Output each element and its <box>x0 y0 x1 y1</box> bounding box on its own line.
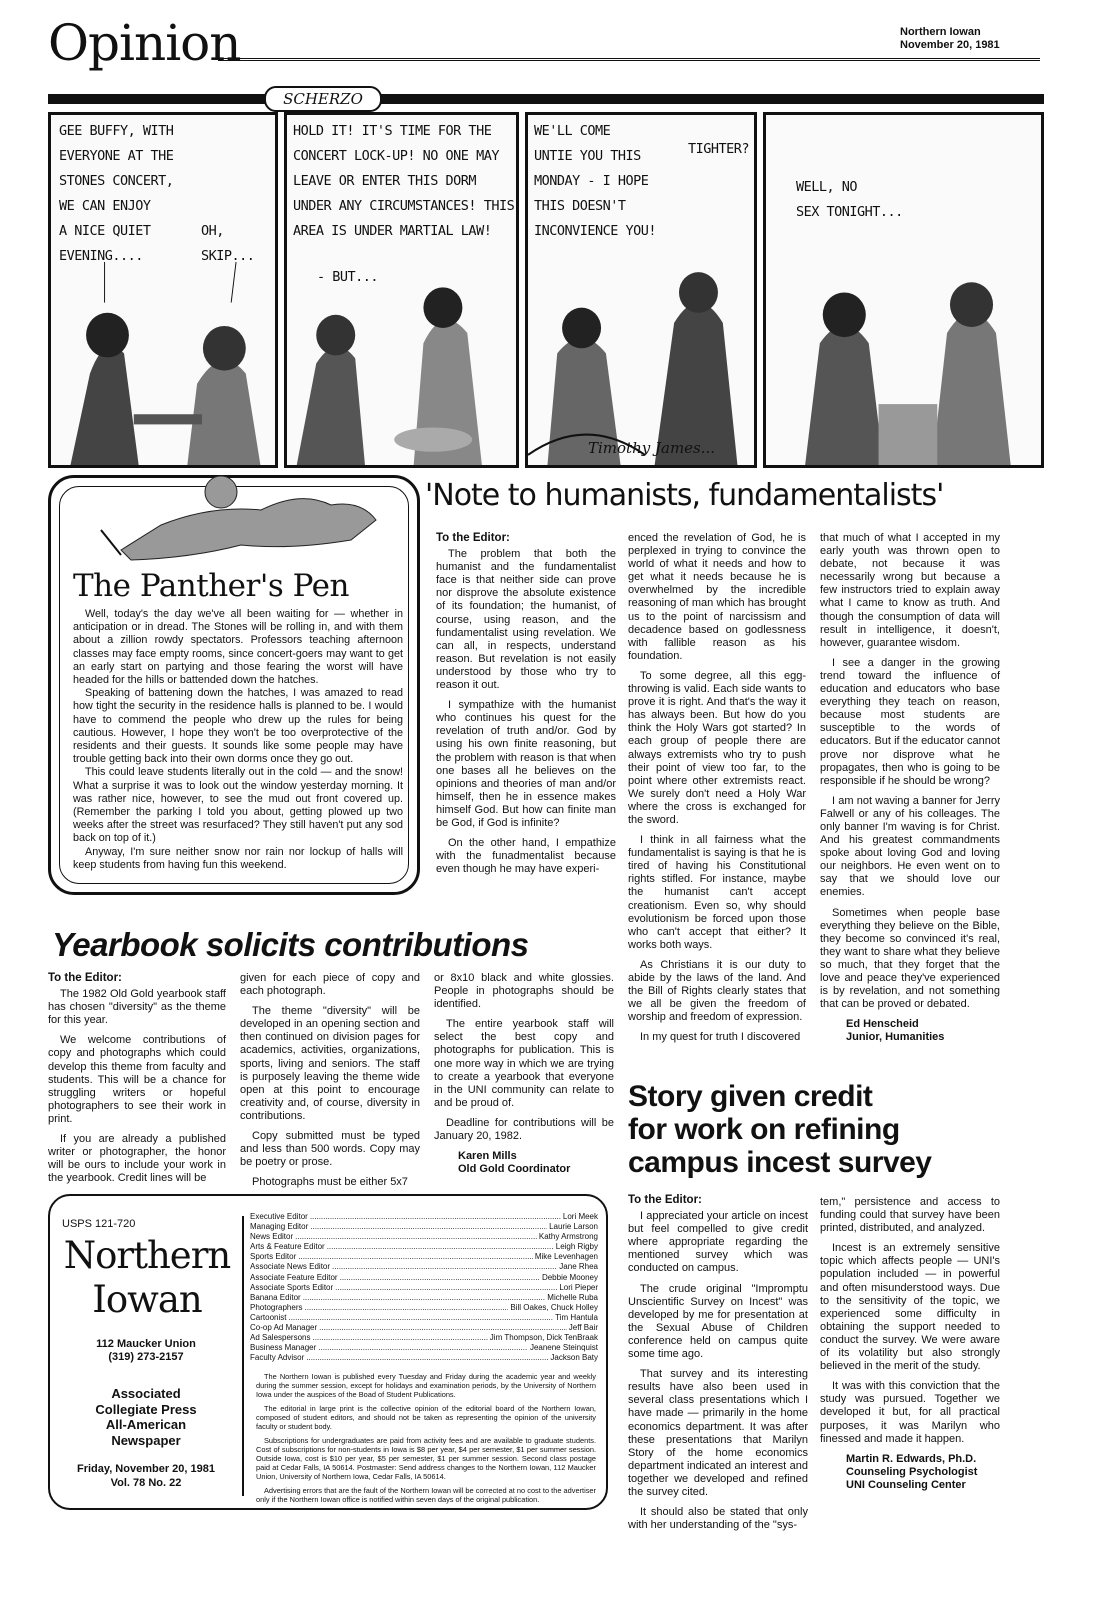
masthead-name-line: Northern <box>63 1234 231 1277</box>
humanists-headline: 'Note to humanists, fundamentalists' <box>425 478 944 513</box>
paragraph: Sometimes when people base everything they believe on the Bible, they become so convinced it's real, they want to share what they believe so much, that they forget that the love and peace they've experienced is by revelation, and not something that can be proved or debated. <box>820 906 1000 1011</box>
staff-role: Faculty Advisor <box>250 1353 305 1363</box>
panther-icon <box>91 470 391 565</box>
panel-2-reply: - BUT... <box>317 269 379 285</box>
paragraph: I see a danger in the growing trend toward the influence of education and educators who base everything they teach on reason, because most students are susceptible to the words of educators. But if the educator cannot prove nor disprove what he propagates, then who is going to be responsible if he should be wrong? <box>820 656 1000 787</box>
panel-4-speech: WELL, NO SEX TONIGHT... <box>796 179 903 220</box>
staff-role: Executive Editor <box>250 1212 308 1221</box>
paragraph: The editorial in large print is the collective opinion of the editorial board of the Northern Iowan, composed of student editors, and should not be taken as representing the opinion of the university faculty or student body. <box>256 1404 596 1431</box>
masthead-divider <box>242 1216 244 1496</box>
humanists-col-2 <box>628 532 806 1051</box>
to-editor-label: To the Editor: <box>628 1194 702 1206</box>
staff-name: Jim Thompson, Dick TenBraak <box>489 1333 598 1343</box>
paragraph: This could leave students literally out in the cold — and the snow! What a surprise it was to look out the window yesterday morning. It was rather nice, however, to see the mud out front covered up. (Remember the parking I told you about, getting plowed up two weeks after the street was resurfaced? They still haven't put any sod back on top of it.) <box>73 766 403 845</box>
staff-row <box>250 1252 598 1262</box>
yearbook-headline: Yearbook solicits contributions <box>52 926 529 963</box>
staff-role: Business Manager <box>250 1343 317 1353</box>
paragraph: To some degree, all this egg-throwing is valid. Each side wants to prove it is right. And that's the way it has always been. But how do you think the Holy Wars got started? In each group of people there are always extremists who try to push their point of view too far, to the point where other extremists react. We surely don't need a Holy War where the cross is exchanged for the sword. <box>628 669 806 826</box>
headline-line: campus incest survey <box>628 1146 932 1179</box>
panel-2-drawing <box>287 262 516 465</box>
signature <box>846 1453 1000 1492</box>
signature <box>458 1150 614 1176</box>
signer-org: UNI Counseling Center <box>846 1478 966 1491</box>
staff-role: Ad Salespersons <box>250 1333 311 1343</box>
section-title: Opinion <box>48 14 241 72</box>
headline-line: Story given credit <box>628 1080 873 1113</box>
paragraph: Copy submitted must be typed and less than 500 words. Copy may be poetry or prose. <box>240 1130 420 1169</box>
signer-title: Junior, Humanities <box>846 1031 945 1044</box>
staff-role: Cartoonist <box>250 1312 287 1322</box>
panthers-pen-box <box>48 475 420 895</box>
masthead-logo <box>62 1234 232 1322</box>
paragraph: I appreciated your article on incest but feel compelled to give credit where appropriate regarding the mentioned survey which was conducted on campus. <box>628 1210 808 1275</box>
staff-role: News Editor <box>250 1232 294 1242</box>
staff-role: Sports Editor <box>250 1252 297 1262</box>
paragraph: The entire yearbook staff will select the best copy and photographs for publication. This is one more way in which we are trying to create a yearbook that everyone in the UNI community can relate to and be proud of. <box>434 1018 614 1109</box>
issue-date: November 20, 1981 <box>900 39 1000 51</box>
comic-panel-1 <box>48 112 278 468</box>
paragraph: It should also be stated that only with her understanding of the "sys- <box>628 1506 808 1532</box>
paragraph: As Christians it is our duty to abide by the laws of the land. And the Bill of Rights clearly states that we all be given the freedom of worship and freedom of expression. <box>628 958 806 1024</box>
paragraph: The Northern Iowan is published every Tuesday and Friday during the academic year and weekly during the summer session, except for holidays and examination periods, by the University of Northern Iowa under the auspices of the Boad of Student Publications. <box>256 1372 596 1399</box>
paragraph: Incest is an extremely sensitive topic which affects people — UNI's population included — in powerful and often misunderstood ways. Due to the sensitivity of the topic, we experienced some difficulty in obtaining the support needed to conduct the survey. We were aware of its volatility but also strongly believed in the merit of the study. <box>820 1242 1000 1373</box>
paragraph: Advertising errors that are the fault of the Northern Iowan will be corrected at no cost to the advertiser only if the Northern Iowan office is notified within seven days of the original publication. <box>256 1486 596 1504</box>
masthead-box <box>48 1194 608 1510</box>
staff-row <box>250 1313 598 1323</box>
panel-1-reply: OH, SKIP... <box>201 223 255 264</box>
masthead-name-line: Iowan <box>92 1278 202 1321</box>
masthead-address <box>70 1338 222 1364</box>
dateline <box>900 26 1000 52</box>
staff-row <box>250 1343 598 1353</box>
paragraph: enced the revelation of God, he is perplexed in trying to convince the world of what it needs and how to get what it needs because he is overwhelmed by the incredible reasoning of man which has brought us to the point of narcissism and decadence based on godlessness with fallible reason as his foundation. <box>628 532 806 662</box>
staff-list <box>250 1212 598 1363</box>
yearbook-col-3 <box>434 972 614 1176</box>
story-headline <box>628 1080 932 1179</box>
staff-name: Laurie Larson <box>549 1222 598 1232</box>
paragraph: It was with this conviction that the study was pursued. Together we developed it but, for all practical purposes, it was Marilyn who finessed and made it happen. <box>820 1380 1000 1445</box>
staff-name: Jeff Bair <box>568 1323 598 1333</box>
publication-notice <box>256 1372 596 1509</box>
paragraph: I think in all fairness what the fundamentalist is saying is that he is tired of having his Constitutional rights stifled. For instance, maybe the humanist can't accept creationism. Even so, why should evolutionism be forced upon those who can't accept that either? It works both ways. <box>628 834 806 951</box>
paragraph: I sympathize with the humanist who continues his quest for the revelation of truth and/or. God by using his own finite reasoning, but the problem with reason is that when one bases all he believes on the opinions and theories of man and/or himself, then he in essence makes himself God. But how can finite man be God, if God is infinite? <box>436 699 616 829</box>
staff-row <box>250 1242 598 1252</box>
paper-name: Northern Iowan <box>900 26 981 38</box>
address: 112 Maucker Union <box>96 1338 196 1350</box>
staff-role: Banana Editor <box>250 1292 301 1302</box>
paragraph: On the other hand, I empathize with the funadmentalist because even though he may have experi- <box>436 837 616 876</box>
comic-panel-4 <box>763 112 1044 468</box>
award-line: Newspaper <box>111 1432 181 1448</box>
comic-panel-3 <box>525 112 757 468</box>
yearbook-col-1 <box>48 972 226 1192</box>
paragraph: If you are already a published writer or photographer, the honor will be ours to include your work in the yearbook. Credit lines will be <box>48 1133 226 1185</box>
panel-3-reply: TIGHTER? <box>688 141 750 157</box>
paragraph: or 8x10 black and white glossies. People in photographs should be identified. <box>434 972 614 1011</box>
staff-role: Associate News Editor <box>250 1262 331 1272</box>
staff-role: Arts & Feature Editor <box>250 1242 325 1252</box>
award-line: Collegiate Press <box>95 1401 197 1417</box>
staff-role: Co-op Ad Manager <box>250 1323 318 1333</box>
staff-name: Jeanene Steinquist <box>529 1343 598 1353</box>
paragraph: The theme "diversity" will be developed in an opening section and then continued on division pages for academics, activities, organizations, sports, living and seniors. The staff is purposely leaving the theme wide open at this point to encourage creativity and, of course, diversity in contributions. <box>240 1005 420 1122</box>
paragraph: Photographs must be either 5x7 <box>252 1176 408 1189</box>
volume: Vol. 78 No. 22 <box>110 1477 182 1489</box>
headline-line: for work on refining <box>628 1113 900 1146</box>
staff-name: Jackson Baty <box>550 1353 598 1363</box>
paragraph: Anyway, I'm sure neither snow nor rain nor lockup of halls will keep students from having fun this weekend. <box>73 845 403 871</box>
paragraph: I am not waving a banner for Jerry Falwell or any of his colleages. The only banner I'm waving is for Christ. And his greatest commandments spoke about loving God and loving our neighbors. He even went on to say that we should love our enemies. <box>820 794 1000 899</box>
staff-name: Tim Hantula <box>555 1312 598 1322</box>
paragraph: That survey and its interesting results have also been used in several class presentations which I have made — primarily in the home economics department. It was after these presentations that Marilyn Story of the home economics department indicated an interest and together we developed and refined the survey cited. <box>628 1368 808 1498</box>
panel-1-drawing <box>51 262 275 465</box>
staff-name: Michelle Ruba <box>547 1292 598 1302</box>
usps-number: USPS 121-720 <box>62 1218 136 1230</box>
staff-name: Lori Meek <box>562 1212 598 1221</box>
paragraph: The 1982 Old Gold yearbook staff has chosen "diversity" as the theme for this year. <box>48 988 226 1027</box>
signature <box>846 1018 1000 1044</box>
comic-strip <box>48 90 1044 474</box>
panel-3-speech: WE'LL COME UNTIE YOU THIS MONDAY - I HOPE THIS DOESN'T INCONVIENCE YOU! <box>534 123 657 239</box>
paragraph: given for each piece of copy and each photograph. <box>240 972 420 998</box>
staff-row <box>250 1303 598 1313</box>
comic-title: SCHERZO <box>264 86 382 112</box>
panel-3-drawing <box>528 262 754 465</box>
staff-role: Photographers <box>250 1302 303 1312</box>
signer-title: Counseling Psychologist <box>846 1465 978 1478</box>
staff-name: Debbie Mooney <box>541 1272 598 1282</box>
issue-date: Friday, November 20, 1981 <box>77 1463 215 1475</box>
award-line: All-American <box>105 1417 187 1432</box>
issue-info <box>70 1462 222 1490</box>
to-editor-label: To the Editor: <box>436 532 510 544</box>
humanists-col-1 <box>436 532 616 883</box>
signer-name: Martin R. Edwards, Ph.D. <box>846 1452 977 1465</box>
staff-role: Associate Sports Editor <box>250 1282 334 1292</box>
staff-role: Managing Editor <box>250 1222 309 1232</box>
comic-band <box>48 94 1044 104</box>
comic-signature: Timothy James... <box>588 439 716 457</box>
paragraph: Deadline for contributions will be January 20, 1982. <box>434 1116 614 1143</box>
staff-name: Kathy Armstrong <box>538 1232 598 1242</box>
panel-2-speech: HOLD IT! IT'S TIME FOR THE CONCERT LOCK-UP! NO ONE MAY LEAVE OR ENTER THIS DORM UNDER ANY CIRCUMSTANCES! THIS AREA IS UNDER MARTIAL LAW! <box>293 123 515 239</box>
panel-1-speech: GEE BUFFY, WITH EVERYONE AT THE STONES CONCERT, WE CAN ENJOY A NICE QUIET EVENING.... <box>59 123 174 264</box>
paragraph: In my quest for truth I discovered <box>640 1031 801 1044</box>
staff-row <box>250 1273 598 1283</box>
panel-4-drawing <box>766 262 1041 465</box>
to-editor-label: To the Editor: <box>48 972 122 984</box>
staff-row <box>250 1212 598 1222</box>
signer-name: Karen Mills <box>458 1150 517 1163</box>
staff-name: Mike Levenhagen <box>534 1252 598 1262</box>
paragraph: Well, today's the day we've all been waiting for — whether in anticipation or in dread. The Stones will be rolling in, and with them about a zillion rowdy spectators. Professors teaching afternoon classes may face empty rooms, since concert-goers may want to get an early start on partying and those fearing the worst will have headed for the hills or battended down the hatches. <box>73 608 403 687</box>
staff-row <box>250 1323 598 1333</box>
staff-name: Lori Pieper <box>559 1282 598 1292</box>
paragraph: We welcome contributions of copy and photographs which could develop this theme from faculty and students. This will be a chance for struggling writers or hopeful photographers to see their work in print. <box>48 1034 226 1125</box>
staff-role: Associate Feature Editor <box>250 1272 338 1282</box>
staff-row <box>250 1222 598 1232</box>
staff-row <box>250 1283 598 1293</box>
staff-row <box>250 1333 598 1343</box>
paragraph: The problem that both the humanist and the fundamentalist face is that neither side can prove nor disprove the absolute existence of its foundation; the humanist, of course, using reason, and the fundamentalist using revelation. We can all, in respects, understand reason. But revelation is not easily understood by those who try to reason it out. <box>436 548 616 692</box>
panthers-pen-body <box>73 608 403 872</box>
paragraph: The crude original "Impromptu Unscientific Survey on Incest" was developed by me for presentation at the Sexual Abuse of Children conference held on campus quite some time ago. <box>628 1282 808 1361</box>
signer-title: Old Gold Coordinator <box>458 1163 571 1176</box>
staff-name: Jane Rhea <box>559 1262 598 1272</box>
staff-row <box>250 1262 598 1272</box>
acp-award <box>70 1386 222 1448</box>
story-col-1 <box>628 1194 808 1539</box>
staff-name: Leigh Rigby <box>555 1242 598 1252</box>
story-col-2 <box>820 1196 1000 1492</box>
paragraph: Subscriptions for undergraduates are paid from activity fees and are available to graduate students. Cost of subscriptions for non-students in Iowa is $8 per year, $4 per semester, $1 per summer session. Outside Iowa, cost is $10 per year, $5 per semester, $1 per summer session. Second class postage paid at Cedar Falls, IA 50614. Postmaster: Send address changes to the Northern Iowan, 112 Maucker Union, University of Northern Iowa, Cedar Falls, IA 50614. <box>256 1436 596 1481</box>
phone: (319) 273-2157 <box>108 1351 184 1363</box>
staff-name: Bill Oakes, Chuck Holley <box>510 1302 598 1312</box>
header-rule <box>218 58 1040 61</box>
panthers-pen-title: The Panther's Pen <box>73 568 349 604</box>
comic-panel-2 <box>284 112 519 468</box>
staff-row <box>250 1293 598 1303</box>
humanists-col-3 <box>820 532 1000 1044</box>
paragraph: tem," persistence and access to funding could that survey have been printed, distributed, and analyzed. <box>820 1196 1000 1235</box>
staff-row <box>250 1232 598 1242</box>
signer-name: Ed Henscheid <box>846 1018 919 1031</box>
paragraph: that much of what I accepted in my early youth was thrown open to debate, not because it was necessarily wrong but because a few instructors tried to explain away what I came to know as truth. And though the consumption of data will result in intelligence, it doesn't, however, guarantee wisdom. <box>820 532 1000 649</box>
paragraph: Speaking of battening down the hatches, I was amazed to read how tight the security in the residence halls is planned to be. I would have to commend the people who drew up the rules for being cautious. However, I hope they won't be too overprotective of the residents and their guests. It sounds like some people may have trouble getting back into their own dorms once they go out. <box>73 687 403 766</box>
staff-row <box>250 1353 598 1363</box>
award-line: Associated <box>111 1386 181 1401</box>
yearbook-col-2 <box>240 972 420 1196</box>
